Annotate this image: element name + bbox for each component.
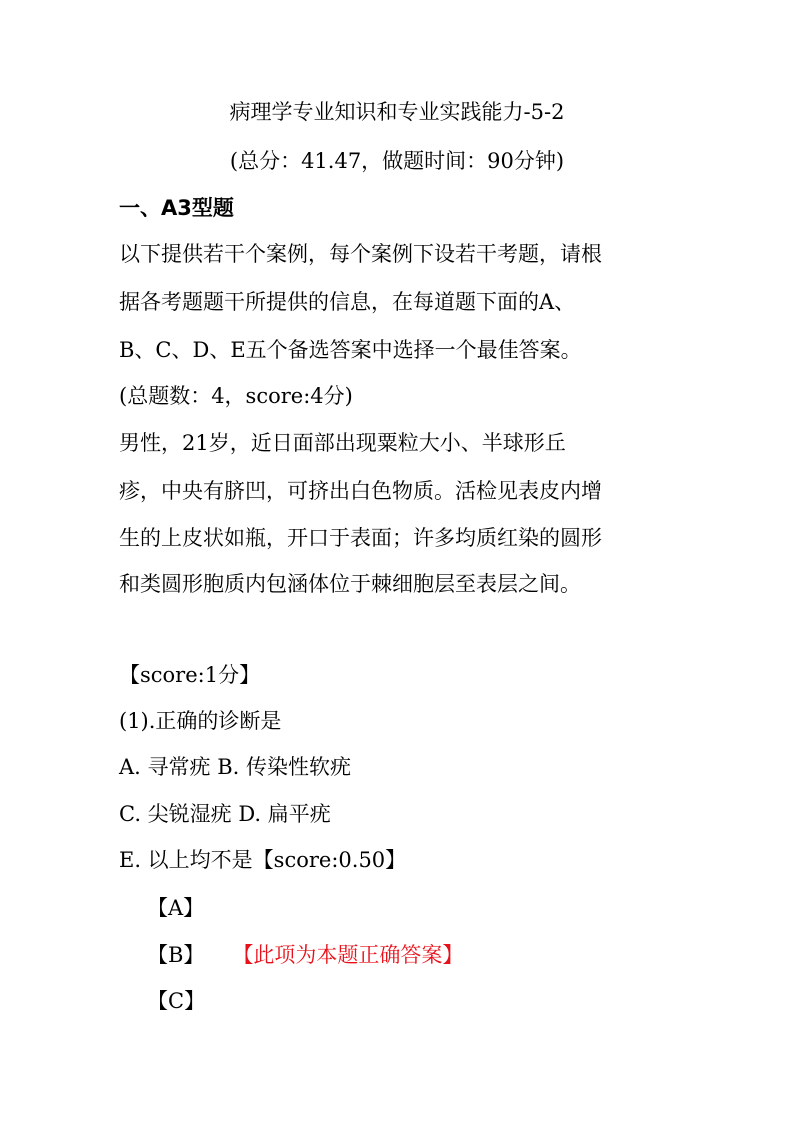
section-summary: (总题数：4，score:4分)	[119, 384, 353, 408]
answer-option-label: 【B】	[147, 943, 205, 967]
options-line: A. 寻常疣 B. 传染性软疣	[119, 755, 351, 779]
case-line: 和类圆形胞质内包涵体位于棘细胞层至表层之间。	[119, 572, 581, 596]
case-line: 疹，中央有脐凹，可挤出白色物质。活检见表皮内增	[119, 479, 602, 503]
instruction-line: 据各考题题干所提供的信息，在每道题下面的A、	[119, 290, 576, 314]
question-stem: (1).正确的诊断是	[119, 709, 282, 733]
case-line: 男性，21岁，近日面部出现粟粒大小、半球形丘	[119, 431, 566, 455]
document-title: 病理学专业知识和专业实践能力-5-2	[229, 100, 565, 124]
answer-option-b	[147, 940, 463, 970]
correct-answer-note: 【此项为本题正确答案】	[232, 943, 464, 967]
answer-option-c: 【C】	[147, 989, 206, 1013]
instruction-line: 以下提供若干个案例，每个案例下设若干考题，请根	[119, 242, 602, 266]
instruction-line: B、C、D、E五个备选答案中选择一个最佳答案。	[119, 338, 582, 362]
document-subtitle: (总分：41.47，做题时间：90分钟)	[229, 149, 565, 173]
section-heading: 一、A3型题	[119, 196, 234, 220]
options-line: C. 尖锐湿疣 D. 扁平疣	[119, 802, 331, 826]
case-line: 生的上皮状如瓶，开口于表面；许多均质红染的圆形	[119, 526, 602, 550]
answer-option-a: 【A】	[147, 896, 205, 920]
options-line: E. 以上均不是【score:0.50】	[119, 848, 407, 872]
question-score: 【score:1分】	[119, 663, 261, 687]
